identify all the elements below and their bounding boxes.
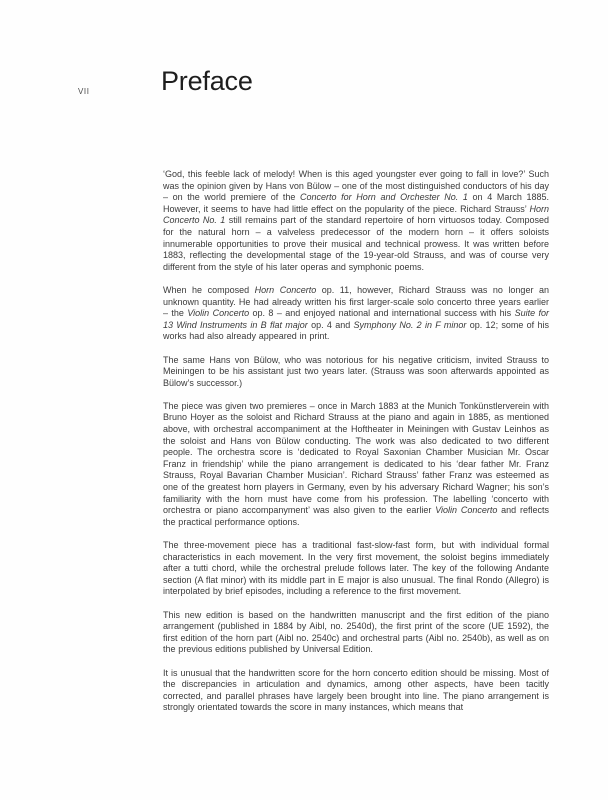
- paragraph-text: op. 8 – and enjoyed national and international success with his: [249, 308, 515, 319]
- paragraph-text: op. 12; some of his works had also already appeared in print.: [163, 319, 549, 342]
- work-title-italic: Symphony No. 2 in F minor: [353, 319, 467, 330]
- preface-body: [163, 169, 549, 726]
- paragraph-text: op. 11, however, Richard Strauss was no longer an unknown quantity. He had already written his first larger-scale solo concerto three years earlier – the: [163, 284, 549, 319]
- paragraph-text: on 4 March 1885. However, it seems to have had little effect on the popularity of the piece. Richard Strauss’: [163, 192, 549, 214]
- work-title-italic: Concerto for Horn and Orchester No. 1: [300, 192, 468, 203]
- paragraph-text: The same Hans von Bülow, who was notorious for his negative criticism, invited Strauss to Meiningen to be his assistant just two years later. (Strauss was soon afterwards appointed as Bülow’s successor.): [163, 354, 549, 388]
- page-number: VII: [78, 87, 90, 96]
- paragraph-text: still remains part of the standard repertoire of horn virtuosos today. Composed for the natural horn – a valveless predecessor of the modern horn – it offers soloists innumerable opportunities to prove their musical and technical prowess. It was written before 1883, reflecting the developmental stage of the 19-year-old Strauss, and was of course very different from the style of his later operas and symphonic poems.: [163, 215, 549, 272]
- work-title-italic: Suite for 13 Wind Instruments in B flat major: [163, 308, 549, 330]
- work-title-italic: Violin Concerto: [187, 308, 250, 319]
- page-title: Preface: [161, 66, 253, 96]
- paragraph: [163, 285, 549, 343]
- work-title-italic: Horn Concerto: [254, 284, 317, 295]
- paragraph-text: ‘God, this feeble lack of melody! When is this aged youngster ever going to fall in love?’ Such was the opinion given by Hans von Bülow – one of the most distinguished conductors of his day – on the world premiere of the: [163, 169, 549, 203]
- paragraph: [163, 401, 549, 529]
- paragraph-text: The three-movement piece has a traditional fast-slow-fast form, but with individual formal characteristics in each movement. In the very first movement, the soloist begins immediately after a tutti chord, while the orchestral prelude follows later. The key of the following Andante section (A flat minor) with its middle part in E major is also unusual. The final Rondo (Allegro) is interpolated by brief episodes, including a reference to the first movement.: [163, 540, 549, 597]
- paragraph: [163, 668, 549, 714]
- paragraph-text: This new edition is based on the handwritten manuscript and the first edition of the piano arrangement (published in 1884 by Aibl, no. 2540d), the first print of the score (UE 1592), the first edition of the horn part (Aibl no. 2540c) and orchestral parts (Aibl no. 2540b), as well as on the previous editions published by Universal Edition.: [163, 609, 549, 655]
- paragraph: [163, 610, 549, 656]
- paragraph-text: When he composed: [163, 284, 255, 295]
- work-title-italic: Horn Concerto No. 1: [163, 203, 549, 226]
- paragraph: [163, 169, 549, 273]
- paragraph-text: op. 4 and: [307, 319, 354, 330]
- paragraph-text: It is unusual that the handwritten score for the horn concerto edition should be missing. Most of the discrepancies in articulation and dynamics, among other aspects, have been tacitly corrected, and parallel phrases have largely been brought into line. The piano arrangement is strongly orientated towards the score in many instances, which means that: [163, 667, 549, 713]
- paragraph: [163, 355, 549, 390]
- paragraph-text: and reflects the practical performance options.: [163, 505, 549, 527]
- paragraph: [163, 540, 549, 598]
- work-title-italic: Violin Concerto: [435, 505, 498, 516]
- paragraph-text: The piece was given two premieres – once in March 1883 at the Munich Tonkünstlerverein with Bruno Hoyer as the soloist and Richard Strauss at the piano and again in 1885, as mentioned above, with orchestral accompaniment at the Hoftheater in Meiningen with Gustav Leinhos as the soloist and Hans von Bülow conducting. The work was also dedicated to two different people. The orchestra score is ‘dedicated to Royal Saxonian Chamber Musician Mr. Oscar Franz in friendship’ while the piano arrangement is dedicated to his ‘dear father Mr. Franz Strauss, Royal Bavarian Chamber Musician’. Richard Strauss’ father Franz was esteemed as one of the greatest horn players in Germany, even by his adversary Richard Wagner; his son’s familiarity with the horn must have come from his profession. The labelling ‘concerto with orchestra or piano accompanyment’ was also given to the earlier: [163, 400, 549, 516]
